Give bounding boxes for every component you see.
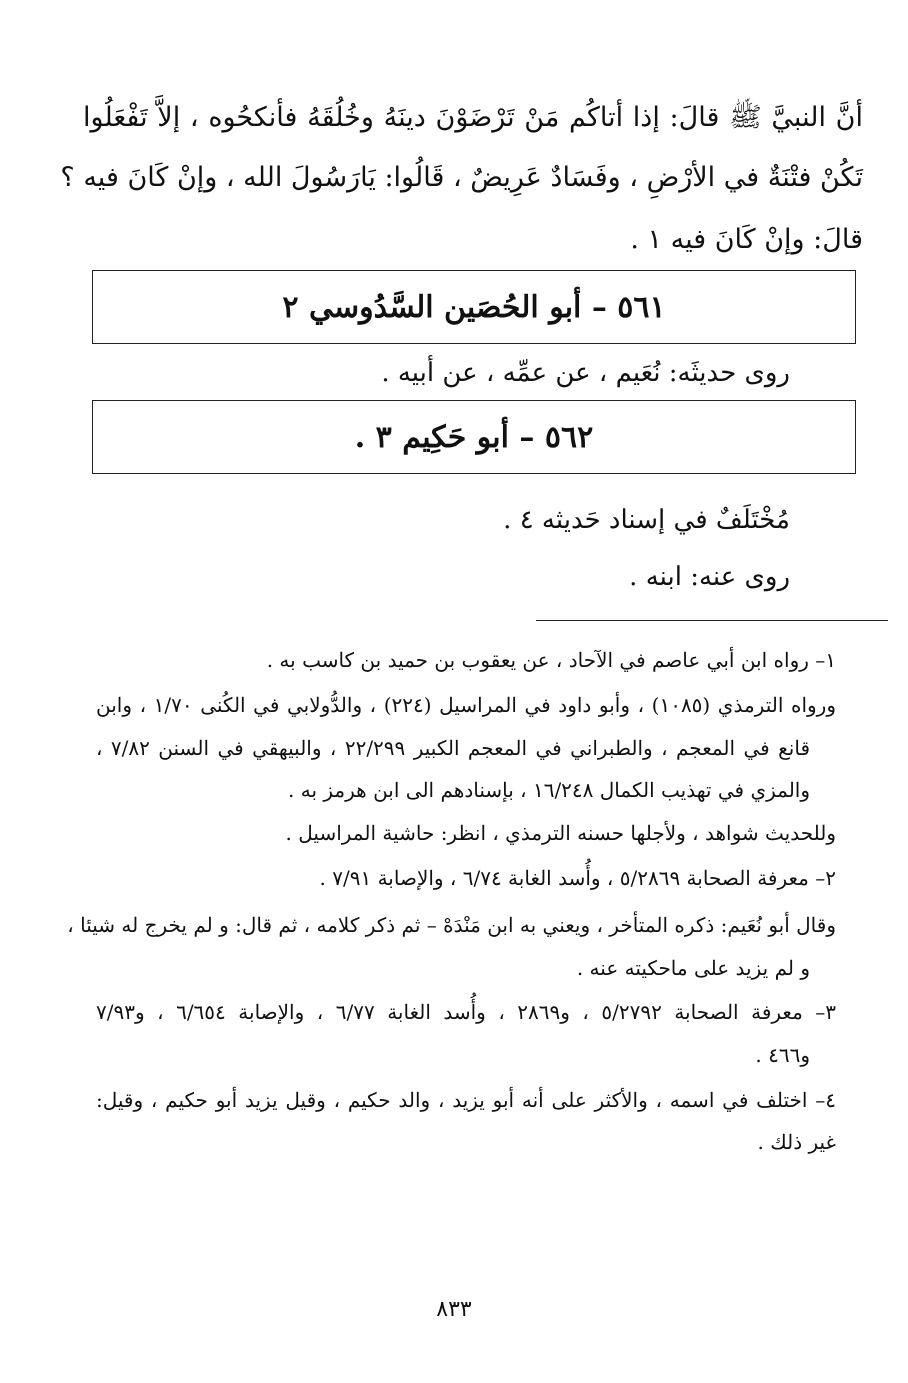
- main-text-line-3: قالَ: وإنْ كَانَ فيه ١ .: [630, 224, 863, 255]
- page-number: ٨٣٣: [436, 1297, 472, 1322]
- footnote-line-7: وقال أبو نُعَيم: ذكره المتأخر ، ويعني به ابن مَنْدَهْ – ثم ذكر كلامه ، ثم قال: و لم يخرج له شيئا ،: [67, 913, 836, 937]
- footnote-line-1: ١– رواه ابن أبي عاصم في الآحاد ، عن يعقوب بن حميد بن كاسب به .: [266, 648, 836, 672]
- footnote-line-11: ٤– اختلف في اسمه ، والأكثر على أنه أبو يزيد ، والد حكيم ، وقيل يزيد أبو حكيم ، وقيل:: [96, 1088, 836, 1112]
- main-text-line-2: تَكُنْ فتْنَةٌ في الأرْضِ ، وفَسَادٌ عَرِيضٌ ، قَالُوا: يَارَسُولَ الله ، وإنْ كَانَ فيه ؟: [60, 162, 863, 193]
- footnote-line-3: قانع في المعجم ، والطبراني في المعجم الكبير ٢٢/٢٩٩ ، والبيهقي في السنن ٧/٨٢ ،: [96, 736, 811, 760]
- footnote-line-4: والمزي في تهذيب الكمال ١٦/٢٤٨ ، بإسنادهم الى ابن هرمز به .: [288, 778, 810, 802]
- entry-562-title: ٥٦٢ – أبو حَكِيم ٣ .: [354, 419, 594, 455]
- entry-562-heading-box: [92, 400, 856, 474]
- entry-561-title: ٥٦١ – أبو الحُصَين السَّدُوسي ٢: [282, 289, 666, 325]
- footnote-separator: [536, 620, 888, 621]
- main-text-line-1: أنَّ النبيَّ ﷺ قالَ: إذا أتاكُم مَنْ تَرْضَوْنَ دينَهُ وخُلُقَهُ فأنكحُوه ، إلاَّ تَفْعَلُوا: [83, 102, 863, 133]
- entry-562-note: مُخْتَلَفٌ في إسناد حَديثه ٤ .: [503, 505, 790, 535]
- footnote-line-12: غير ذلك .: [757, 1130, 836, 1154]
- footnote-line-2: ورواه الترمذي (١٠٨٥) ، وأبو داود في المراسيل (٢٢٤) ، والدُّولابي في الكُنى ١/٧٠ ، وابن: [96, 693, 836, 717]
- footnote-line-8: و لم يزيد على ماحكيته عنه .: [576, 956, 810, 980]
- footnote-line-10: و٤٦٦ .: [755, 1043, 810, 1067]
- entry-561-narration: روى حديثَه: نُعَيم ، عن عمِّه ، عن أبيه .: [381, 358, 790, 388]
- footnote-line-9: ٣– معرفة الصحابة ٥/٢٧٩٢ ، و٢٨٦٩ ، وأُسد الغابة ٦/٧٧ ، والإصابة ٦/٦٥٤ ، و٧/٩٣: [96, 1000, 837, 1024]
- footnote-line-5: وللحديث شواهد ، ولأجلها حسنه الترمذي ، انظر: حاشية المراسيل .: [285, 821, 836, 845]
- footnote-line-6: ٢– معرفة الصحابة ٥/٢٨٦٩ ، وأُسد الغابة ٦/٧٤ ، والإصابة ٧/٩١ .: [319, 866, 836, 890]
- entry-562-narration: روى عنه: ابنه .: [629, 562, 790, 592]
- entry-561-heading-box: [92, 270, 856, 344]
